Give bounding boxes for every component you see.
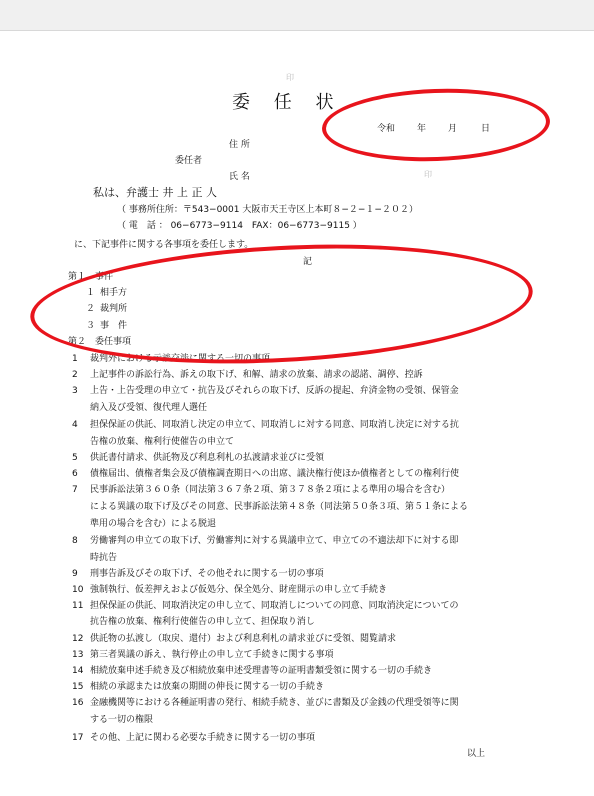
item-number: 2 <box>72 370 78 380</box>
attorney-phone-fax: （ 電 話 ： 06−6773−9114 FAX：06−6773−9115 ） <box>117 221 362 231</box>
item-number: 13 <box>72 650 84 660</box>
mandate-item <box>72 647 334 660</box>
item-text: 相続の承認または放棄の期間の伸長に関する一切の手続き <box>90 682 325 692</box>
name-label: 氏 名 <box>229 172 250 182</box>
section-case-heading: 第１ 事件 <box>68 272 114 282</box>
mandate-item <box>72 582 387 595</box>
date-year: 年 <box>417 124 427 134</box>
mandate-item <box>72 417 459 430</box>
item-text: 強制執行、仮差押えおよび仮処分、保全処分、財産開示の申し立て手続き <box>90 585 388 595</box>
item-text: 金融機関等における各種証明書の発行、相続手続き、並びに書類及び金銭の代理受領等に関 <box>90 698 459 708</box>
item-number: 7 <box>72 485 78 495</box>
mandate-item <box>72 679 324 692</box>
item-text: 上記事件の訴訟行為、訴えの取下げ、和解、請求の放棄、請求の認諾、調停、控訴 <box>90 370 423 380</box>
mandate-item <box>72 367 423 380</box>
case-row-label: 相手方 <box>100 288 128 298</box>
item-number: 14 <box>72 666 84 676</box>
item-number: 11 <box>72 601 84 611</box>
item-number: 6 <box>72 469 78 479</box>
date-day: 日 <box>481 124 491 134</box>
mandate-item <box>72 383 459 396</box>
address-label: 住 所 <box>229 140 250 150</box>
item-text: 裁判外における示談交渉に関する一切の事項 <box>90 354 271 364</box>
item-text: 担保保証の供託、同取消し決定の申立て、同取消しに対する同意、同取消し決定に対する抗 <box>90 420 459 430</box>
mandate-item <box>72 631 396 644</box>
seal-mark-name: 印 <box>424 170 432 179</box>
mandate-item <box>72 695 459 708</box>
date-era: 令和 <box>377 124 396 134</box>
date-month: 月 <box>448 124 458 134</box>
item-number: 8 <box>72 536 78 546</box>
item-text: 上告・上告受理の申立て・抗告及びそれらの取下げ、反訴の提起、弁済金物の受領、保管金 <box>90 386 459 396</box>
mandate-item <box>72 730 315 743</box>
item-number: 17 <box>72 733 84 743</box>
item-text-continued: 時抗告 <box>90 553 118 563</box>
attorney-line: 私は、弁護士 井 上 正 人 <box>93 186 217 199</box>
item-number: 16 <box>72 698 84 708</box>
principal-role-label: 委任者 <box>175 156 203 166</box>
mandate-item <box>72 482 450 495</box>
highlight-ring-date <box>321 85 551 165</box>
case-row-number: ３ <box>86 321 96 331</box>
attorney-office-address: （ 事務所住所：〒543−0001 大阪市天王寺区上本町８−２−１−２０２） <box>117 205 418 215</box>
item-text: 供託物の払渡し（取戻、還付）および利息利札の請求並びに受領、閲覧請求 <box>90 634 397 644</box>
item-text-continued: 告権の放棄、権利行使催告の申立て <box>90 437 235 447</box>
case-row-label: 裁判所 <box>100 304 128 314</box>
item-text: 刑事告訴及びその取下げ、その他それに関する一切の事項 <box>90 569 324 579</box>
page-top-margin <box>0 0 594 31</box>
item-number: 5 <box>72 453 78 463</box>
intro-sentence: に、下記事件に関する各事項を委任します。 <box>74 240 254 250</box>
closing-ijo: 以上 <box>467 749 486 759</box>
item-text: 民事訴訟法第３６０条（同法第３６７条２項、第３７８条２項による準用の場合を含む） <box>90 485 451 495</box>
item-number: 3 <box>72 386 78 396</box>
item-number: 9 <box>72 569 78 579</box>
item-text-continued: 納入及び受領、復代理人選任 <box>90 403 208 413</box>
item-number: 15 <box>72 682 84 692</box>
item-text: 供託書付請求、供託物及び利息利札の払渡請求並びに受領 <box>90 453 325 463</box>
item-text-continued: による異議の取下げ及びその同意、民事訴訟法第４８条（同法第５０条３項、第５１条による <box>90 502 469 512</box>
mandate-item <box>72 466 459 479</box>
mandate-item <box>72 598 458 611</box>
item-text-continued: 準用の場合を含む）による脱退 <box>90 519 217 529</box>
case-row-label: 事 件 <box>100 321 128 331</box>
item-number: 12 <box>72 634 84 644</box>
item-text: 労働審判の申立ての取下げ、労働審判に対する異議申立て、申立ての不適法却下に対する即 <box>90 536 459 546</box>
document-title: 委 任 状 <box>232 92 343 113</box>
item-number: 1 <box>72 354 78 364</box>
item-text: 債権届出、債権者集会及び債権調査期日への出席、議決権行使ほか債権者としての権利行使 <box>90 469 460 479</box>
item-text-continued: する一切の権限 <box>90 715 154 725</box>
ki-heading: 記 <box>303 257 313 267</box>
mandate-item <box>72 663 432 676</box>
item-text: その他、上記に関わる必要な手続きに関する一切の事項 <box>90 733 316 743</box>
mandate-item <box>72 450 324 463</box>
item-number: 10 <box>72 585 84 595</box>
mandate-item <box>72 566 324 579</box>
highlight-ring-case <box>27 233 535 375</box>
case-row-number: ２ <box>86 304 96 314</box>
item-text: 相続放棄申述手続き及び相続放棄申述受理書等の証明書類受領に関する一切の手続き <box>90 666 433 676</box>
item-text: 第三者異議の訴え、執行停止の申し立て手続きに関する事項 <box>90 650 334 660</box>
case-row-number: １ <box>86 288 96 298</box>
item-number: 4 <box>72 420 78 430</box>
section-mandate-heading: 第２ 委任事項 <box>68 337 132 347</box>
seal-mark-top: 印 <box>286 73 294 82</box>
item-text-continued: 抗告権の放棄、権利行使催告の申し立て、担保取り消し <box>90 617 315 627</box>
item-text: 担保保証の供託、同取消決定の申し立て、同取消しについての同意、同取消決定についての <box>90 601 459 611</box>
mandate-item <box>72 533 458 546</box>
